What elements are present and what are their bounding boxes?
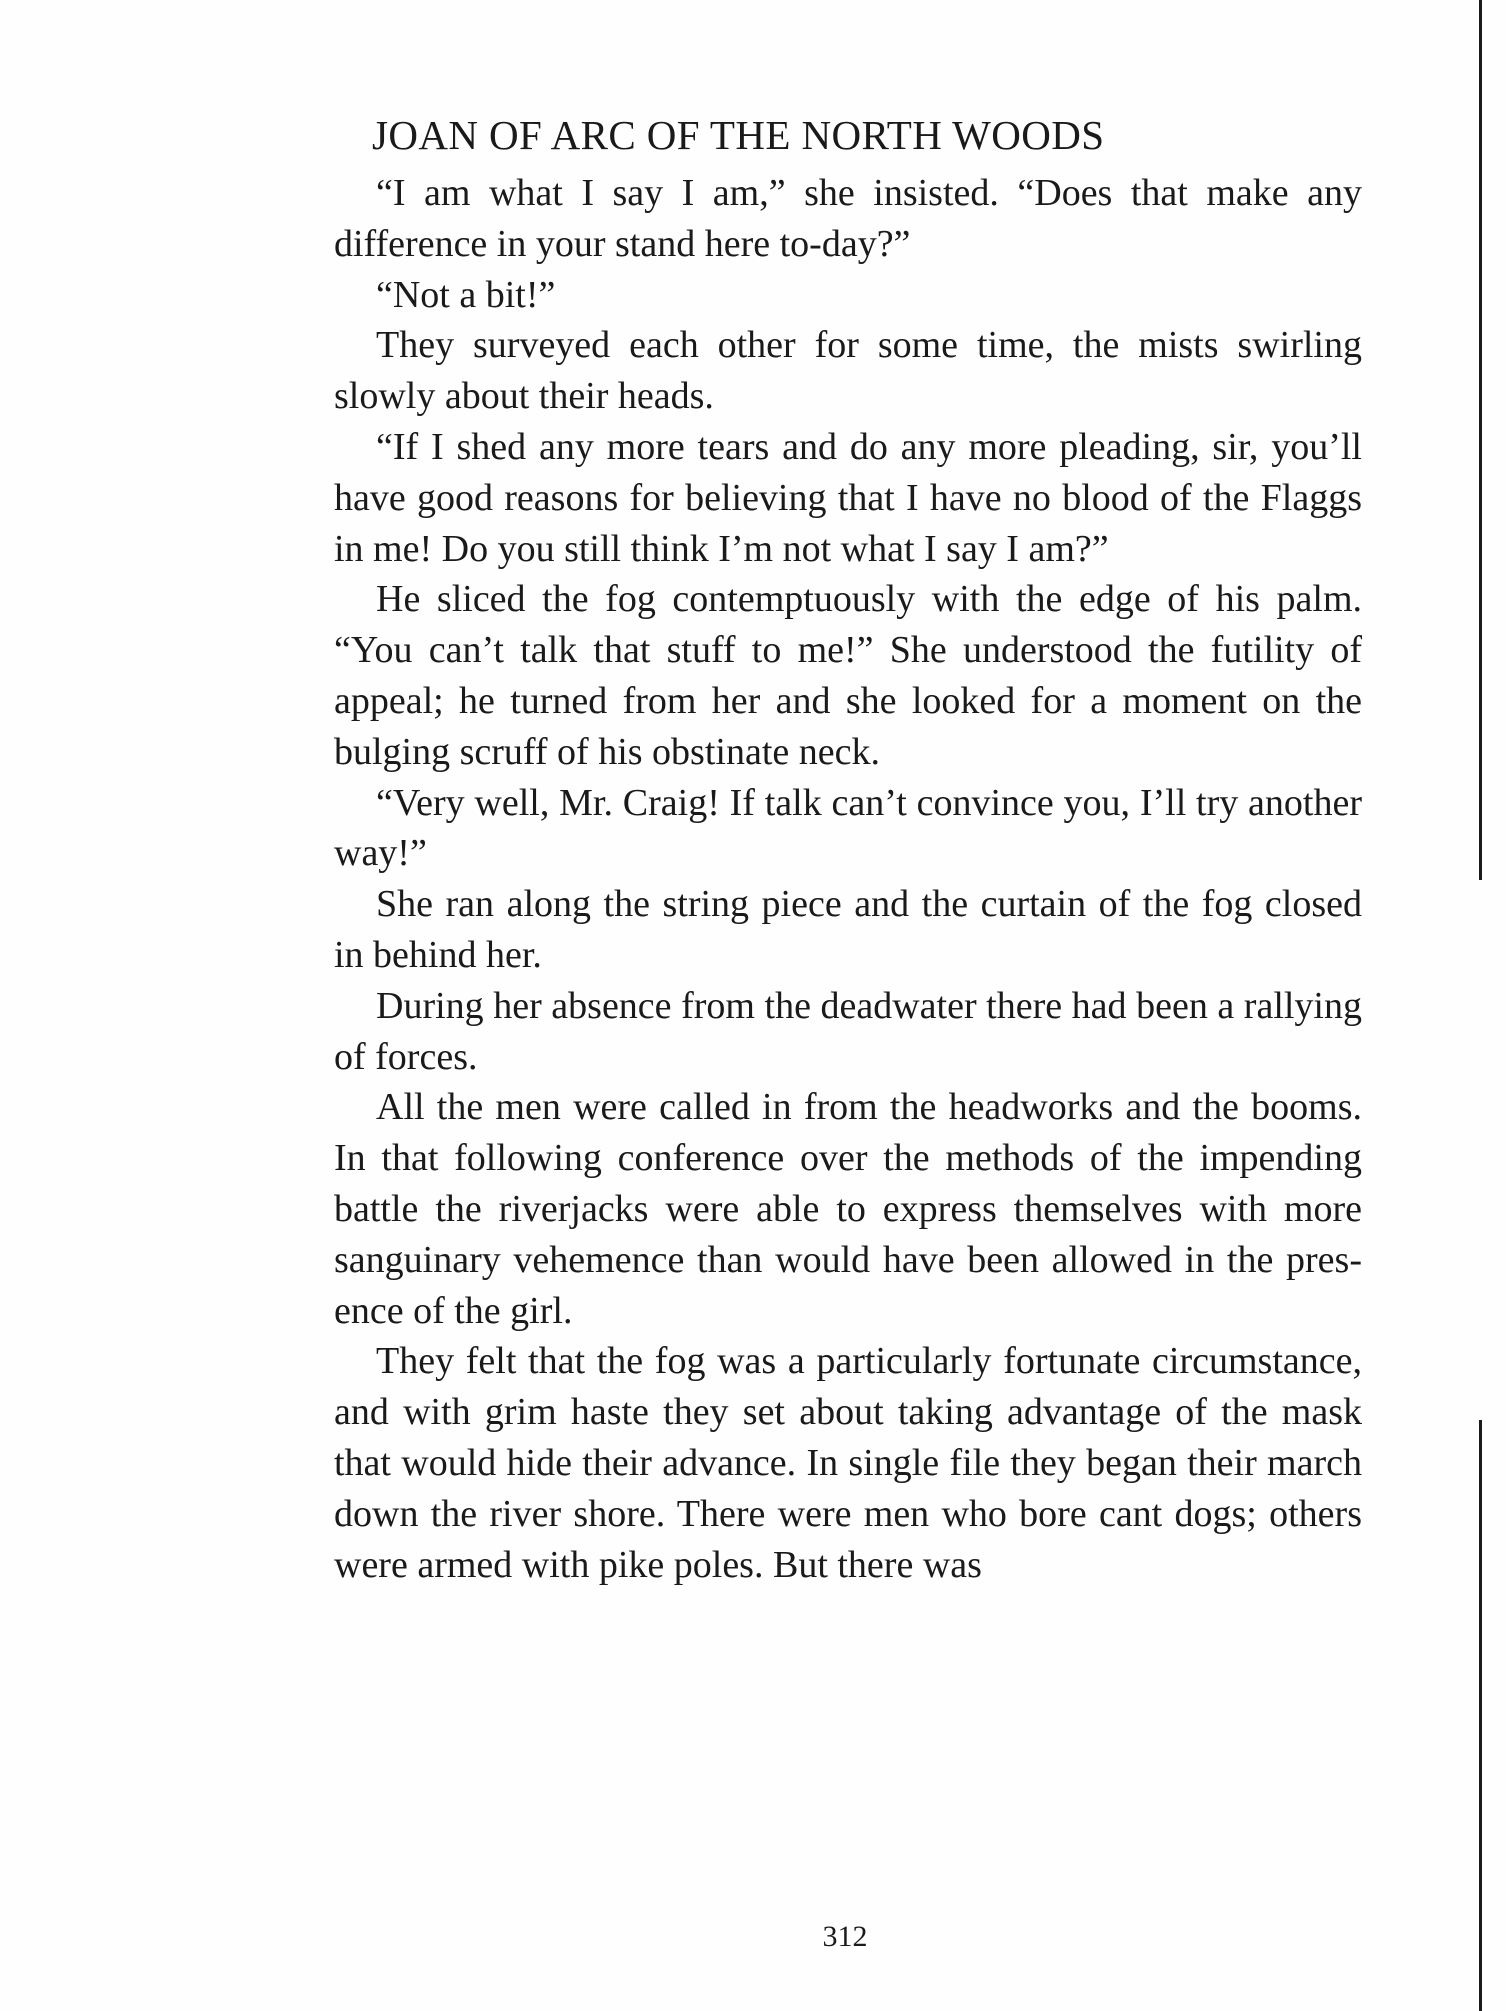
text-block — [334, 110, 1362, 1590]
paragraph: All the men were called in from the headworks and the booms. In that following conference over the methods of the impending battle the riverjacks were able to express themselves with more sanguinary vehemence than would have been allowed in the presence of the girl. — [334, 1086, 1362, 1332]
page-number: 312 — [822, 1920, 868, 1953]
paragraph: During her absence from the deadwater there had been a rallying of forces. — [334, 984, 1362, 1078]
paragraph: He sliced the fog contemptuously with the edge of his palm. “You can’t talk that stuff to me!” She understood the futility of appeal; he turned from her and she looked for a moment on the bulging scruff of his obstinate neck. — [334, 578, 1362, 773]
paragraph: They surveyed each other for some time, the mists swirling slowly about their heads. — [334, 324, 1362, 418]
page-edge-line — [1479, 0, 1482, 880]
running-head: JOAN OF ARC OF THE NORTH WOODS — [372, 112, 1105, 158]
paragraph: They felt that the fog was a particularly fortunate circumstance, and with grim haste they set about taking advantage of the mask that would hide their advance. In single file they began their march down the river shore. There were men who bore cant dogs; others were armed with pike poles. But there was — [334, 1340, 1362, 1586]
paragraph: “I am what I say I am,” she insisted. “Does that make any difference in your stand here to-day?” — [334, 172, 1362, 265]
paragraph: She ran along the string piece and the curtain of the fog closed in behind her. — [334, 883, 1362, 976]
paragraph: “If I shed any more tears and do any more pleading, sir, you’ll have good reasons for believing that I have no blood of the Flaggs in me! Do you still think I’m not what I say I am?” — [334, 425, 1362, 570]
paragraph: “Very well, Mr. Craig! If talk can’t convince you, I’ll try another way!” — [334, 781, 1362, 875]
paragraph: “Not a bit!” — [376, 273, 556, 316]
